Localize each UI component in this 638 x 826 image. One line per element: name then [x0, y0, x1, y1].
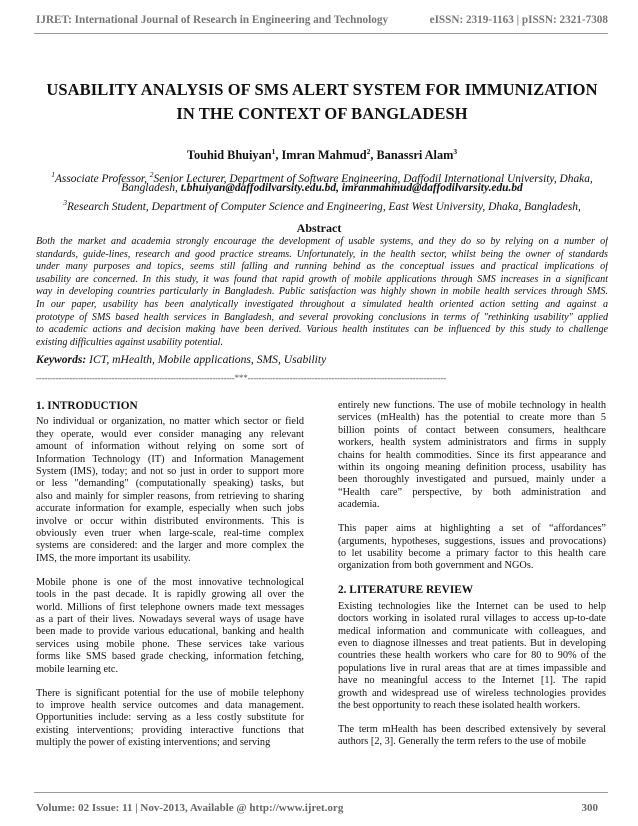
abstract-body — [36, 236, 608, 349]
right-column — [338, 400, 606, 760]
abstract-line: standards, guide-lines, research and good practice streams. Unfortunately, in the health sector, whilst being the owner of standards — [36, 248, 608, 260]
affiliation-line-2 — [36, 181, 608, 196]
text-line: within its ongoing meaning definition process, usability has — [338, 462, 606, 474]
text-line: No individual or organization, no matter which sector or field — [36, 416, 304, 428]
text-line: also and mainly for simpler reasons, from retrieving to sharing — [36, 490, 304, 502]
journal-name: IJRET: International Journal of Research in Engineering and Technology — [36, 14, 389, 26]
header-rule — [34, 33, 608, 34]
text-line: countries these health workers who care for 80 to 90% of the — [338, 650, 606, 662]
author-2: Imran Mahmud — [281, 148, 367, 163]
section-heading-introduction: 1. INTRODUCTION — [36, 400, 138, 412]
author-3: Banassri Alam — [376, 148, 454, 163]
text-line: to let usability become a primary factor to this health care — [338, 547, 606, 559]
text-line: chains for health commodities. Since its first appearance and — [338, 449, 606, 461]
text-line: amount of information without relying on some sort of — [36, 441, 304, 453]
abstract-line: In our paper, usability has been analytically investigated throughout a simulated health oriented action setting and against a — [36, 298, 608, 310]
text-line: services (mHealth) has the potential to create more than 5 — [338, 412, 606, 424]
text-line: medical information and communicate with colleagues, and — [338, 625, 606, 637]
title-line-2: IN THE CONTEXT OF BANGLADESH — [176, 104, 468, 123]
text-line: have no meaningful access to the Internet [1]. The rapid — [338, 675, 606, 687]
text-line: obviously even truer when large-scale, real-time complex — [36, 528, 304, 540]
text-line: they operate, would ever consider managing any relevant — [36, 428, 304, 440]
text-line: the best opportunity to reach these isolated health workers. — [338, 699, 581, 711]
journal-link[interactable]: http://www.ijret.org — [249, 802, 344, 814]
text-line: been made to provide various educational, banking and health — [36, 626, 304, 638]
paragraph — [338, 523, 606, 573]
abstract-line: under many purposes and topics, seems still falling and running behind as the conceptual issues and practical implications of — [36, 261, 608, 273]
author-1-sup: 1 — [271, 147, 276, 156]
keywords-text: ICT, mHealth, Mobile applications, SMS, Usability — [86, 353, 327, 366]
text-line: organization from both government and NGOs. — [338, 560, 534, 572]
aff-2a: Bangladesh, — [121, 182, 181, 194]
text-line: “Health care” perspective, by both administration and — [338, 486, 606, 498]
title-line-1: USABILITY ANALYSIS OF SMS ALERT SYSTEM FOR IMMUNIZATION — [46, 80, 598, 99]
author-2-sup: 2 — [366, 147, 371, 156]
text-line: Opportunities include: serving as a less costly substitute for — [36, 712, 304, 724]
abstract-line: existing difficulties against usability potential. — [36, 336, 224, 348]
aff-3: Research Student, Department of Computer Science and Engineering, East West University, Dhaka, Bangladesh, — [66, 200, 581, 213]
text-line: even to diagnose illnesses and treat patients. But in developing — [338, 637, 606, 649]
footer-rule — [34, 792, 608, 793]
text-line: academia. — [338, 499, 380, 511]
author-3-sup: 3 — [453, 147, 458, 156]
section-heading-literature-review: 2. LITERATURE REVIEW — [338, 584, 474, 597]
abstract-heading: Abstract — [296, 221, 342, 235]
text-line: Mobile phone is one of the most innovative technological — [36, 576, 304, 588]
text-line: multiply the power of existing interventions; and serving — [36, 737, 271, 749]
aff-sup-2: 2 — [149, 170, 154, 179]
text-line: (arguments, hypotheses, suggestions, issues and provocations) — [338, 535, 606, 547]
keywords — [36, 353, 326, 366]
footer-prefix: Volume: 02 Issue: 11 | Nov-2013, Available @ — [36, 802, 250, 814]
paragraph — [338, 724, 606, 749]
text-line: growth and widespread use of wireless technologies provides — [338, 687, 606, 699]
paragraph — [338, 601, 606, 713]
paragraph — [36, 688, 304, 750]
text-line: workers, health system administrators and firms in supply — [338, 437, 606, 449]
text-line: involve or occur within distributed environments. This is — [36, 515, 304, 527]
text-line: world. Millions of first telephone owners made text messages — [36, 601, 304, 613]
text-line: tools in the past decade. It is rapidly growing all over the — [36, 589, 304, 601]
text-line: Existing technologies like the Internet can be used to help — [338, 600, 606, 612]
footer-volume — [36, 802, 343, 814]
text-line: services using mobile phone. These services take various — [36, 638, 304, 650]
text-line: There is significant potential for the use of mobile telephony — [36, 687, 304, 699]
text-line: or less "demanding" (computationally speaking) tasks, but — [36, 478, 304, 490]
aff-1a: Associate Professor, — [54, 172, 150, 185]
paper-title — [36, 78, 608, 126]
paragraph — [36, 416, 304, 565]
text-line: doctors working in isolated rural villages to access up-to-date — [338, 613, 606, 625]
text-line: billion points of contact between consumers, healthcare — [338, 424, 606, 436]
aff-1b: Senior Lecturer, Department of Software Engineering, Daffodil International University, Dhaka, — [153, 172, 593, 185]
author-1: Touhid Bhuiyan — [186, 148, 272, 163]
running-header — [36, 14, 608, 26]
text-line: systems are considered: and the larger and more complex the — [36, 540, 304, 552]
text-line: forms like SMS based grade checking, information fetching, — [36, 651, 304, 663]
abstract-line: usability are concerned. In this study, it was found that rapid growth of mobile applications through SMS increases in a significant — [36, 273, 608, 285]
text-line: This paper aims at highlighting a set of “affordances” — [338, 523, 606, 535]
text-line: mobile learning etc. — [36, 663, 119, 675]
abstract-line: Both the market and academia strongly encourage the development of usable systems, and they do so by relying on a number of — [36, 236, 608, 247]
left-column — [36, 400, 304, 761]
text-line: System (IMS), today; and not so just in order to support more — [36, 466, 304, 478]
affiliation-line-3 — [36, 195, 608, 215]
text-line: populations live in rural areas that are at times impassible and — [338, 662, 606, 674]
paragraph — [36, 577, 304, 676]
text-line: been thoroughly investigated and pursued, mainly under a — [338, 474, 606, 486]
aff-sup-1: 1 — [51, 170, 55, 179]
abstract-line: to academic actions and decision making have been derived. Various health institutes can be influenced by this study to challenge — [36, 324, 608, 336]
text-line: Information Technology (IT) and Information Management — [36, 453, 304, 465]
text-line: to improve health service outcomes and data management. — [36, 699, 304, 711]
text-line: as a part of their lives. Nowadays several ways of usage have — [36, 614, 304, 625]
authors: Touhid Bhuiyan$^1$, Imran Mahmud$^2$, Banassri Alam$^3$ — [186, 147, 458, 163]
text-line: existing interventions; providing interactive functions that — [36, 724, 304, 736]
text-line: The term mHealth has been described extensively by several — [338, 723, 606, 735]
section-separator: -----------------------------------------------------------------------***----------------------------------------------------------------------- — [36, 373, 447, 383]
footer — [36, 802, 598, 814]
text-line: authors [2, 3]. Generally the term refers to the use of mobile — [338, 736, 586, 748]
author-emails[interactable]: t.bhuiyan@daffodilvarsity.edu.bd, imranmahmud@daffodilvarsity.edu.bd — [180, 182, 523, 194]
keywords-label: Keywords: — [36, 353, 87, 366]
abstract-line: prototype of SMS based health services in Bangladesh, and several provoking conclusions in terms of "rethinking usability" applied — [36, 311, 608, 323]
text-line: entirely new functions. The use of mobile technology in health — [338, 400, 606, 411]
text-line: accurate information for example, especially when such jobs — [36, 503, 304, 515]
issn: eISSN: 2319-1163 | pISSN: 2321-7308 — [429, 14, 608, 26]
text-line: IMS, the more important its usability. — [36, 552, 191, 564]
paragraph — [338, 400, 606, 512]
page-number: 300 — [581, 802, 598, 814]
aff-sup-3: 3 — [63, 198, 67, 207]
abstract-line: way in developing countries particularly in Bangladesh. Public satisfaction was highly shown in mobile health services through SMS. — [36, 286, 608, 298]
